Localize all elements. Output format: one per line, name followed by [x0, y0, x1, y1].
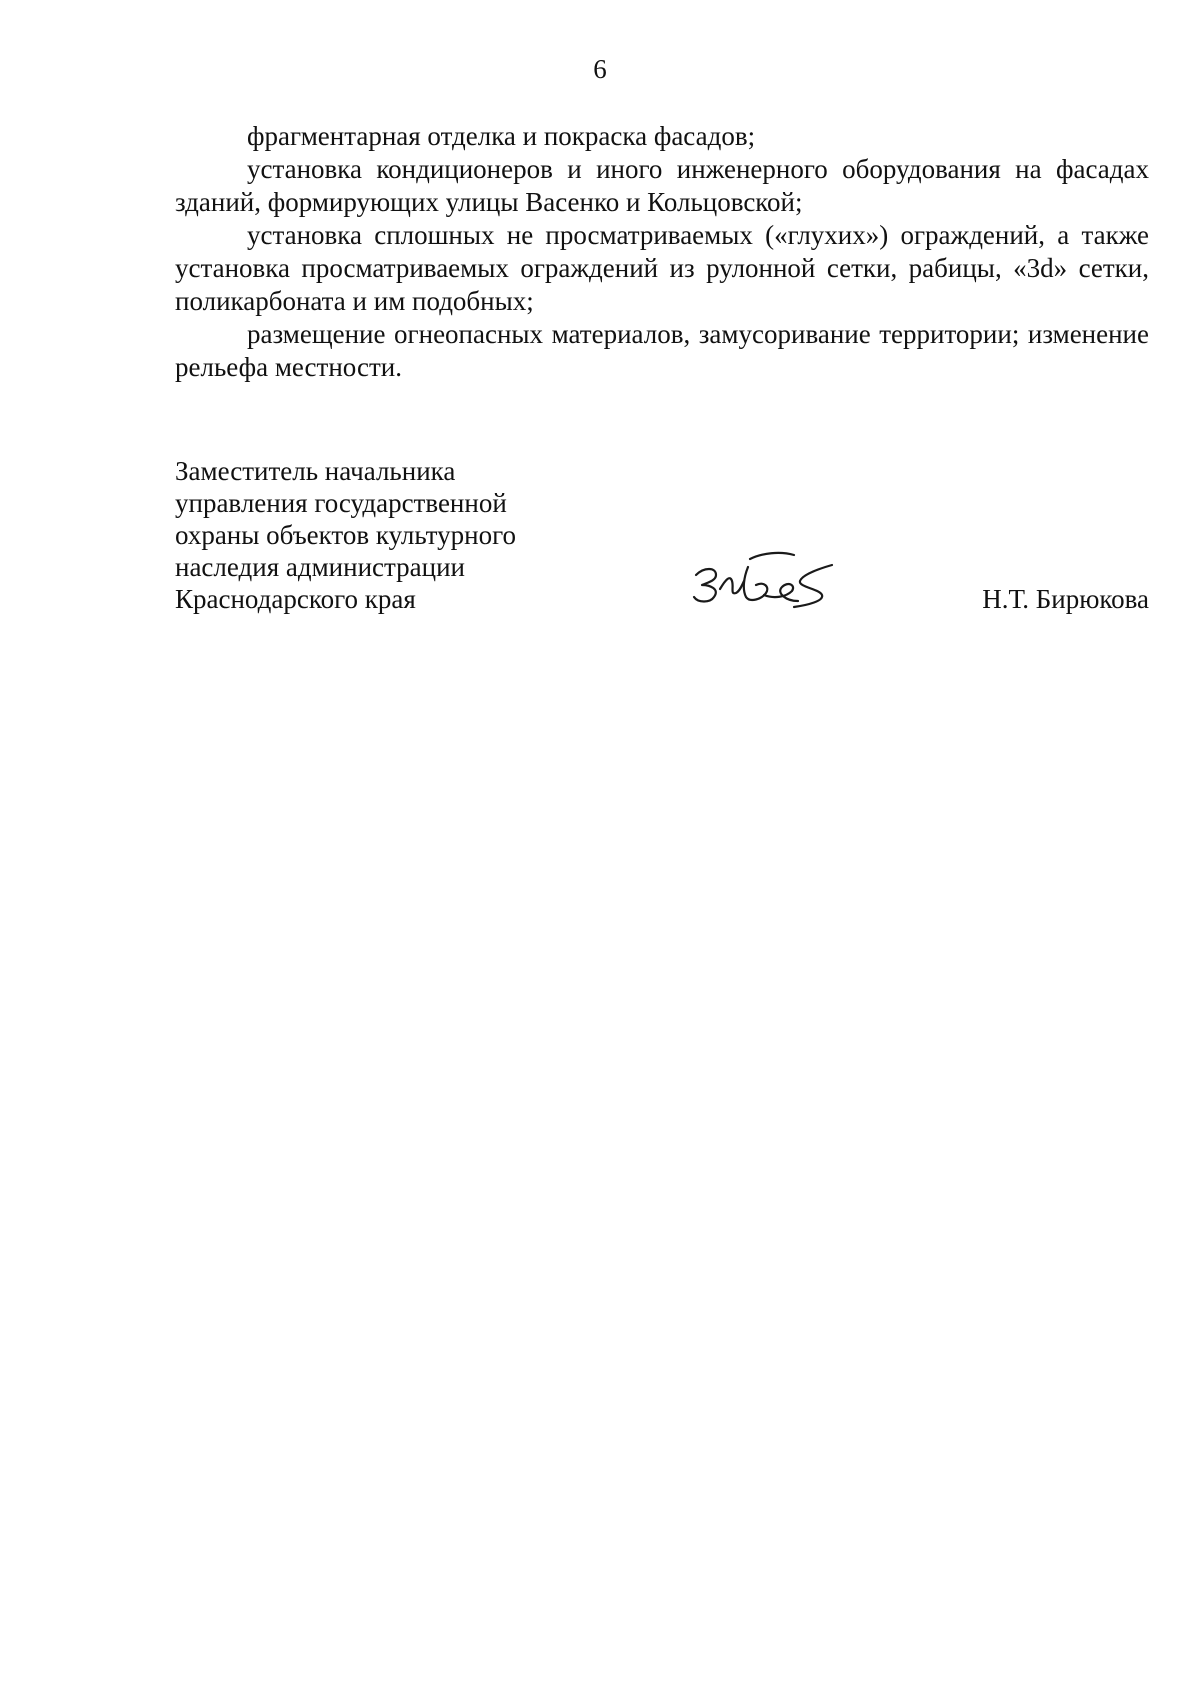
signer-position-line: управления государственной	[175, 488, 507, 518]
paragraph-flammable-materials: размещение огнеопасных материалов, замусоривание территории; изменение рельефа местности.	[175, 319, 1149, 382]
handwritten-signature	[690, 545, 840, 615]
paragraph-fences: установка сплошных не просматриваемых («глухих») ограждений, а также установка просматриваемых ограждений из рулонной сетки, рабицы, «3d» сетки, поликарбоната и им подобных;	[175, 220, 1149, 316]
signer-position-line: Заместитель начальника	[175, 456, 456, 486]
signer-name: Н.Т. Бирюкова	[982, 584, 1149, 614]
signer-position-line: Краснодарского края	[175, 584, 416, 614]
body-text	[175, 120, 1149, 384]
paragraph-facade-finishing: фрагментарная отделка и покраска фасадов;	[247, 121, 756, 151]
signer-position-line: охраны объектов культурного	[175, 520, 516, 550]
signer-position	[175, 455, 595, 615]
page-number: 6	[593, 54, 607, 84]
signature-block	[175, 455, 1149, 625]
paragraph-air-conditioners: установка кондиционеров и иного инженерного оборудования на фасадах зданий, формирующих улицы Васенко и Кольцовской;	[175, 154, 1149, 217]
signer-position-line: наследия администрации	[175, 552, 465, 582]
